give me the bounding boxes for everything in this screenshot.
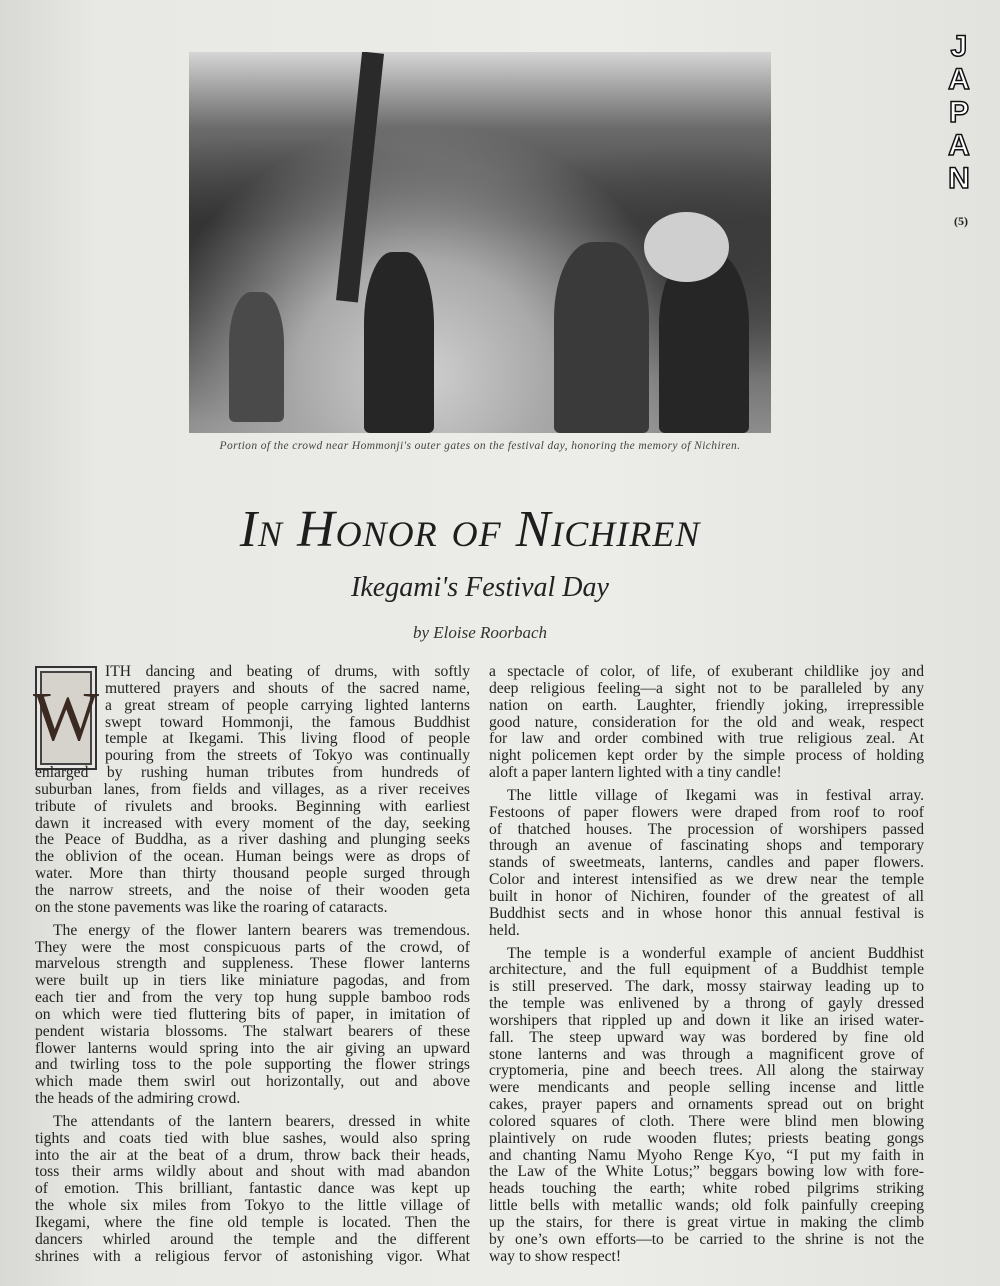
paragraph bbox=[489, 788, 924, 940]
text-line: each tier and from the very top hung supple bamboo rods bbox=[35, 989, 470, 1007]
festival-crowd-photo bbox=[189, 52, 771, 433]
text-line: tights and coats tied with blue sashes, would also spring bbox=[35, 1129, 470, 1147]
paragraph bbox=[489, 946, 924, 1266]
text-line: pouring from the streets of Tokyo was continually bbox=[105, 747, 470, 765]
text-line: suburban lanes, from fields and villages, as a river receives bbox=[35, 780, 470, 798]
drop-cap: W bbox=[35, 666, 97, 770]
text-line: little bells with metallic wands; old folk painfully creeping bbox=[489, 1197, 924, 1215]
text-line: fall. The steep upward way was bordered by fine old bbox=[489, 1028, 924, 1046]
text-line: and chanting Namu Myoho Renge Kyo, “I put my faith in bbox=[489, 1146, 924, 1164]
text-line: a spectacle of color, of life, of exuberant childlike joy and bbox=[489, 663, 924, 680]
text-line: The attendants of the lantern bearers, dressed in white bbox=[53, 1112, 470, 1130]
text-line: worshipers that rippled up and down it like an irised water- bbox=[489, 1011, 924, 1029]
article-subtitle: Ikegami's Festival Day bbox=[351, 572, 609, 603]
right-column bbox=[489, 664, 924, 1272]
section-label: JAPAN bbox=[948, 30, 970, 195]
text-line: stands of sweetmeats, lanterns, candles and paper flowers. bbox=[489, 854, 924, 872]
paragraph bbox=[35, 1114, 470, 1266]
photo-figure bbox=[364, 252, 434, 433]
text-line: The energy of the flower lantern bearers was tremendous. bbox=[53, 921, 470, 939]
text-line: pendent wistaria blossoms. The stalwart bearers of these bbox=[35, 1022, 470, 1040]
text-line: by one’s own efforts—to be carried to the shrine is not the bbox=[489, 1230, 924, 1248]
text-line: the Peace of Buddha, as a river dashing and plunging seeks bbox=[35, 831, 470, 849]
text-line: the Law of the White Lotus;” beggars bowing low with fore- bbox=[489, 1163, 924, 1181]
text-line: on which were tied fluttering bits of paper, in imitation of bbox=[35, 1005, 470, 1023]
text-line: Color and interest intensified as we drew near the temple bbox=[489, 871, 924, 889]
text-line: the narrow streets, and the noise of their wooden geta bbox=[35, 881, 470, 899]
text-line: colored squares of cloth. There were blind men blowing bbox=[489, 1112, 924, 1130]
text-line: Ikegami, where the fine old temple is located. Then the bbox=[35, 1214, 470, 1231]
text-line: swept toward Hommonji, the famous Buddhist bbox=[105, 713, 470, 731]
text-line: water. More than thirty thousand people surged through bbox=[35, 865, 470, 883]
photo-figure bbox=[554, 242, 649, 433]
text-line: way to show respect! bbox=[489, 1247, 622, 1265]
text-line: toss their arms wildly about and shout with mad abandon bbox=[35, 1163, 470, 1181]
text-line: a great stream of people carrying lighted lanterns bbox=[105, 696, 470, 714]
text-line: were built up in tiers like miniature pagodas, and from bbox=[35, 972, 470, 990]
text-line: of thatched houses. The procession of worshipers passed bbox=[489, 820, 924, 838]
text-line: and twirling toss to the pole supporting the flower strings bbox=[35, 1056, 470, 1074]
text-line: muttered prayers and shouts of the sacred name, bbox=[105, 679, 470, 697]
photo-figure bbox=[229, 292, 284, 422]
text-line: cakes, prayer papers and ornaments spread out on bright bbox=[489, 1096, 924, 1114]
text-line: architecture, and the full equipment of a Buddhist temple bbox=[489, 961, 924, 979]
paragraph bbox=[489, 664, 924, 782]
text-line: the heads of the admiring crowd. bbox=[35, 1090, 241, 1108]
text-line: good nature, consideration for the old and weak, respect bbox=[489, 713, 924, 731]
text-line: Festoons of paper flowers were draped from roof to roof bbox=[489, 803, 924, 821]
text-line: plaintively on rude wooden flutes; priests beating gongs bbox=[489, 1129, 924, 1147]
text-line: aloft a paper lantern lighted with a tiny candle! bbox=[489, 764, 782, 782]
text-line: They were the most conspicuous parts of the crowd, of bbox=[35, 938, 470, 956]
photo-lantern bbox=[644, 212, 729, 282]
left-column bbox=[35, 664, 470, 1272]
text-line: were mendicants and people selling incense and little bbox=[489, 1079, 924, 1097]
text-line: flower lanterns would spring into the air giving an upward bbox=[35, 1039, 470, 1057]
photo-caption: Portion of the crowd near Hommonji's outer gates on the festival day, honoring the memory of Nichiren. bbox=[219, 440, 741, 452]
text-line: marvelous strength and suppleness. These flower lanterns bbox=[35, 955, 470, 973]
text-line: shrines with a religious fervor of astonishing vigor. What bbox=[35, 1247, 470, 1265]
text-line: held. bbox=[489, 921, 520, 939]
text-line: of emotion. This brilliant, fantastic dance was kept up bbox=[35, 1180, 470, 1198]
paragraph bbox=[35, 664, 470, 917]
text-line: Buddhist sects and in whose honor this annual festival is bbox=[489, 904, 924, 922]
text-line: which made them swirl out horizontally, out and above bbox=[35, 1073, 470, 1091]
text-line: stone lanterns and was through a magnificent grove of bbox=[489, 1045, 924, 1063]
text-line: built in honor of Nichiren, founder of the greatest of all bbox=[489, 887, 924, 905]
text-line: ITH dancing and beating of drums, with softly bbox=[105, 663, 470, 680]
text-line: enlarged by rushing human tributes from hundreds of bbox=[35, 764, 470, 782]
text-line: nation on earth. Laughter, friendly joking, irrepressible bbox=[489, 696, 924, 714]
text-line: the whole six miles from Tokyo to the little village of bbox=[35, 1197, 470, 1215]
text-line: deep religious feeling—a sight not to be paralleled by any bbox=[489, 679, 924, 697]
text-line: cryptomeria, pine and beech trees. All along the stairway bbox=[489, 1062, 924, 1080]
text-line: into the air at the beat of a drum, throw back their heads, bbox=[35, 1146, 470, 1164]
article-byline: by Eloise Roorbach bbox=[412, 623, 548, 642]
text-line: the oblivion of the ocean. Human beings were as drops of bbox=[35, 848, 470, 866]
text-line: The little village of Ikegami was in festival array. bbox=[507, 786, 924, 804]
text-line: is still preserved. The dark, mossy stairway leading up to bbox=[489, 978, 924, 996]
text-line: heads touching the earth; white robed pilgrims striking bbox=[489, 1180, 924, 1198]
text-line: up the stairs, for there is great virtue in making the climb bbox=[489, 1214, 924, 1231]
text-line: temple at Ikegami. This living flood of people bbox=[105, 730, 470, 748]
text-line: on the stone pavements was like the roaring of cataracts. bbox=[35, 898, 388, 916]
text-line: dawn it increased with every moment of the day, seeking bbox=[35, 814, 470, 832]
text-line: for law and order combined with true religious zeal. At bbox=[489, 730, 924, 748]
article-title: In Honor of Nichiren bbox=[239, 501, 701, 558]
text-line: dancers whirled around the temple and the different bbox=[35, 1230, 470, 1248]
text-line: through an avenue of fascinating shops and temporary bbox=[489, 837, 924, 855]
text-line: the temple was enlivened by a throng of gayly dressed bbox=[489, 995, 924, 1013]
page-number: (5) bbox=[954, 214, 968, 228]
paragraph bbox=[35, 923, 470, 1108]
text-line: night policemen kept order by the simple process of holding bbox=[489, 747, 924, 765]
text-line: tribute of rivulets and brooks. Beginning with earliest bbox=[35, 797, 470, 815]
text-line: The temple is a wonderful example of ancient Buddhist bbox=[507, 944, 924, 962]
